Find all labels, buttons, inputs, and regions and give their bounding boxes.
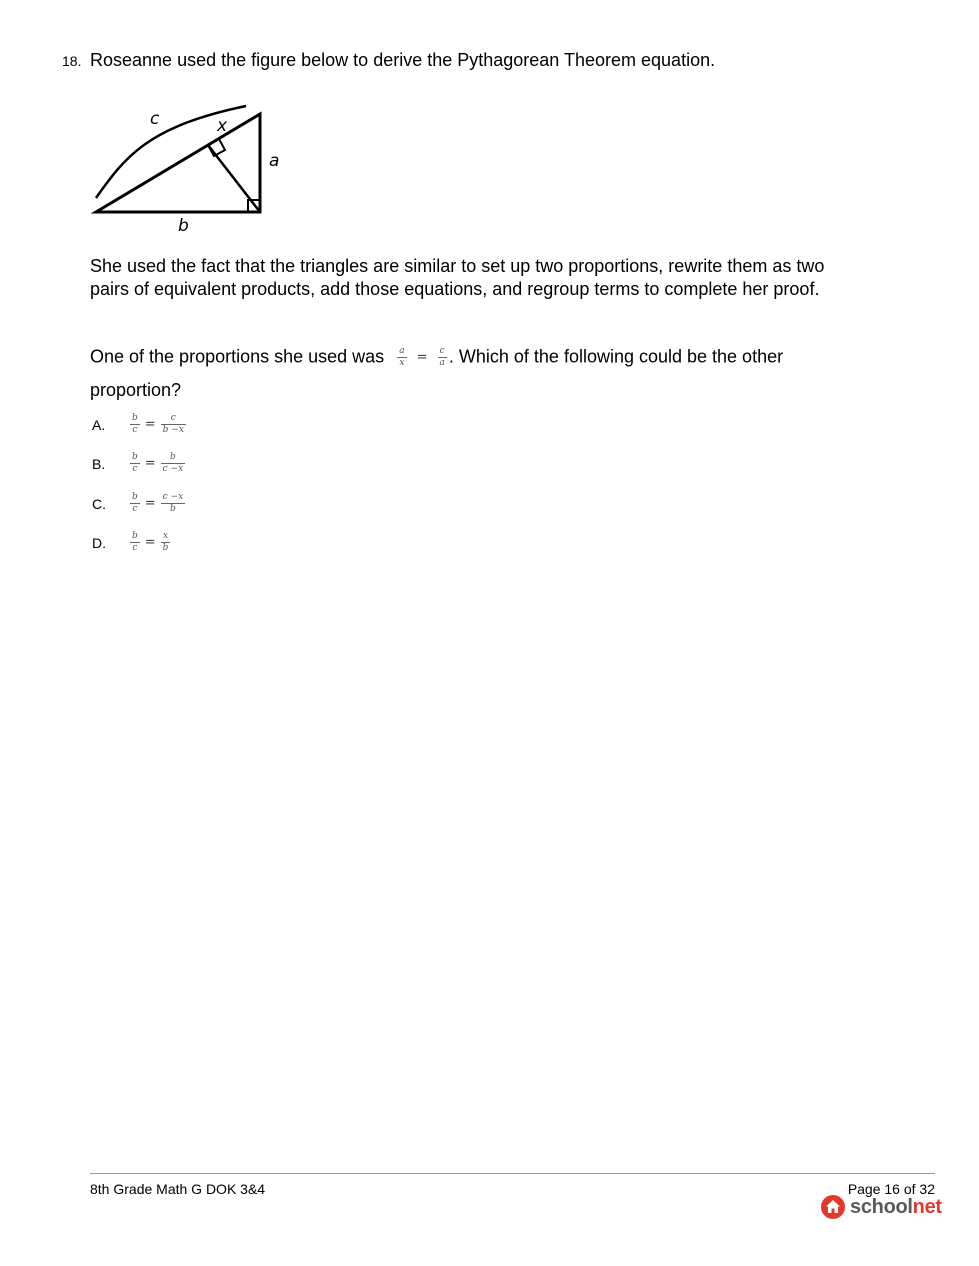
label-c: c xyxy=(150,109,160,129)
label-x: x xyxy=(217,116,228,136)
fraction-denominator: c −x xyxy=(162,464,184,474)
given-fraction-right xyxy=(438,346,447,369)
fraction-numerator: b xyxy=(161,452,186,464)
fraction-denominator: b xyxy=(170,504,176,514)
line-before-text: One of the proportions she used was xyxy=(90,346,385,367)
fraction-denominator: x xyxy=(399,358,405,368)
triangle-outline xyxy=(96,114,260,212)
equals-sign: = xyxy=(416,350,428,365)
footer-page-number: Page 16 of 32 xyxy=(847,1181,935,1197)
given-fraction-left xyxy=(397,346,406,369)
fraction-numerator: b xyxy=(132,492,138,502)
fraction-numerator: b xyxy=(132,531,138,541)
given-proportion-line xyxy=(90,346,783,369)
fraction-denominator: b xyxy=(162,543,169,553)
option-letter: C. xyxy=(92,495,106,512)
logo-text-school: school xyxy=(850,1195,913,1218)
fraction-numerator: c xyxy=(161,413,186,425)
fraction-numerator: b xyxy=(132,413,138,423)
line-end-text: proportion? xyxy=(90,380,182,400)
option-fraction-right xyxy=(161,531,171,554)
instruction-paragraph: She used the fact that the triangles are similar to set up two proportions, rewrite them as two pairs of equivalent products, add those equations, and regroup terms to complete her proof. xyxy=(90,256,825,299)
equals-sign: = xyxy=(144,535,156,550)
option-fraction-left xyxy=(130,413,140,436)
equals-sign: = xyxy=(144,456,156,471)
option-fraction-left xyxy=(130,492,140,515)
footer-divider xyxy=(90,1173,935,1174)
option-fraction-left xyxy=(130,452,140,475)
fraction-denominator: c xyxy=(132,464,138,474)
fraction-denominator: c xyxy=(132,425,138,435)
option-d[interactable] xyxy=(92,531,172,554)
logo-wordmark xyxy=(850,1196,942,1219)
fraction-numerator: x xyxy=(161,531,171,543)
fraction-numerator: c −x xyxy=(162,492,184,502)
question-prompt: Roseanne used the figure below to derive the Pythagorean Theorem equation. xyxy=(90,50,716,70)
fraction-denominator: a xyxy=(439,358,445,368)
fraction-denominator: c xyxy=(132,504,138,514)
label-b: b xyxy=(178,216,189,235)
fraction-denominator: b −x xyxy=(162,425,184,435)
house-icon xyxy=(820,1194,846,1220)
option-c[interactable] xyxy=(92,492,187,515)
logo-text-net: net xyxy=(912,1195,942,1218)
question-number: 18. xyxy=(62,53,82,69)
fraction-numerator: b xyxy=(132,452,138,462)
option-a[interactable] xyxy=(92,413,188,436)
option-letter: D. xyxy=(92,534,106,551)
option-letter: A. xyxy=(92,416,106,433)
option-fraction-right xyxy=(161,413,186,436)
equals-sign: = xyxy=(144,496,156,511)
option-fraction-left xyxy=(130,531,140,554)
schoolnet-logo xyxy=(820,1194,942,1220)
option-b[interactable] xyxy=(92,452,187,475)
equals-sign: = xyxy=(144,417,156,432)
fraction-denominator: c xyxy=(132,543,138,553)
line-after-text: . Which of the following could be the other xyxy=(448,346,784,367)
option-fraction-right xyxy=(161,492,186,515)
fraction-numerator: c xyxy=(438,346,447,358)
footer-document-title: 8th Grade Math G DOK 3&4 xyxy=(90,1181,266,1197)
option-fraction-right xyxy=(161,452,186,475)
option-letter: B. xyxy=(92,455,106,472)
fraction-numerator: a xyxy=(399,346,405,356)
label-a: a xyxy=(269,151,280,171)
triangle-figure xyxy=(88,100,288,235)
